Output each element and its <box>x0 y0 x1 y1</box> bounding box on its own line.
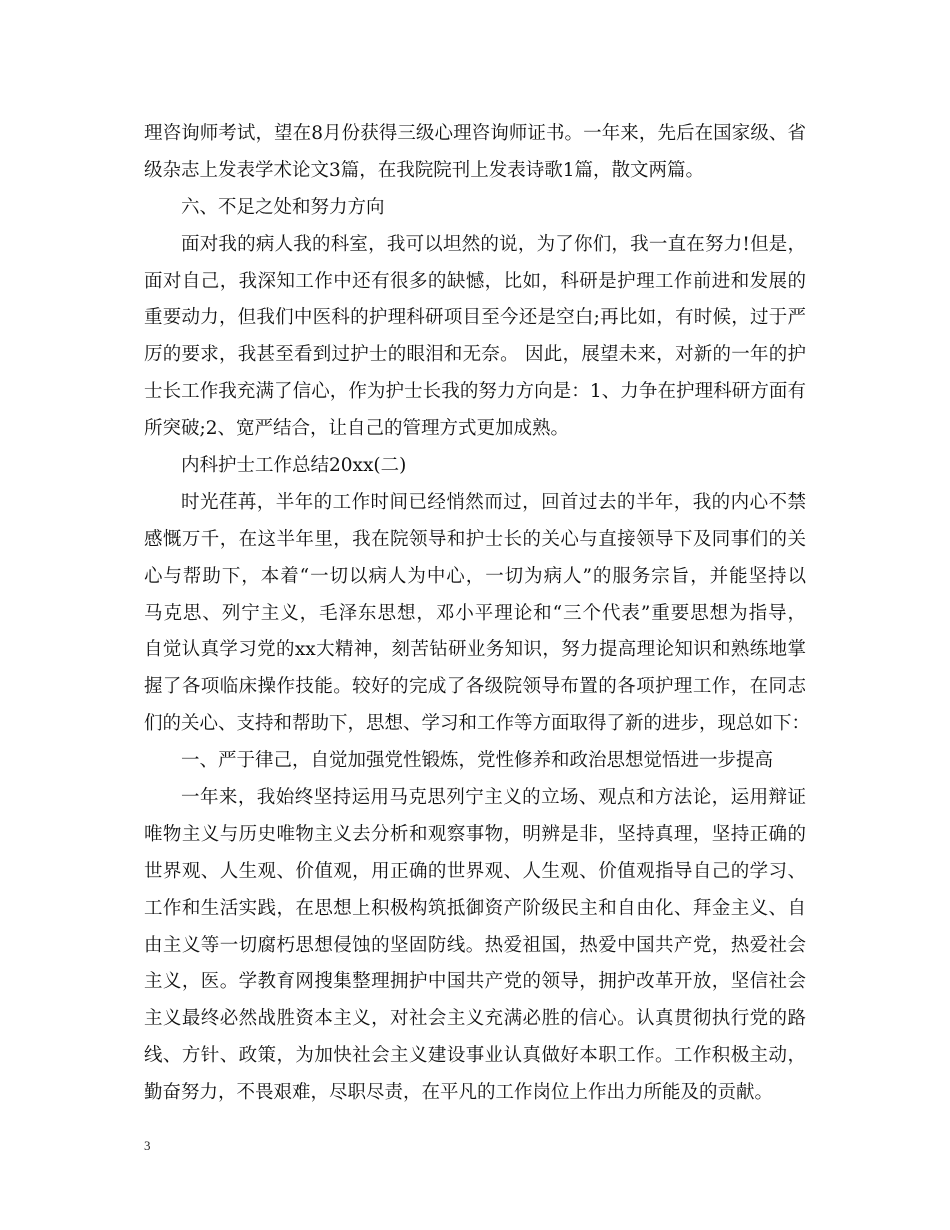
body-text-line: 心与帮助下，本着“一切以病人为中心，一切为病人”的服务宗旨，并能坚持以 <box>144 565 806 587</box>
body-text-line: 马克思、列宁主义，毛泽东思想，邓小平理论和“三个代表”重要思想为指导， <box>144 602 806 624</box>
page-number: 3 <box>144 1138 151 1153</box>
body-text-line: 所突破;2、宽严结合，让自己的管理方式更加成熟。 <box>144 418 570 440</box>
body-text-line: 主义最终必然战胜资本主义，对社会主义充满必胜的信心。认真贯彻执行党的路 <box>144 1008 806 1030</box>
body-text-line: 厉的要求，我甚至看到过护士的眼泪和无奈。 因此，展望未来，对新的一年的护 <box>144 344 806 366</box>
body-text-line: 们的关心、支持和帮助下，思想、学习和工作等方面取得了新的进步，现总如下： <box>144 713 811 735</box>
body-text-line: 由主义等一切腐朽思想侵蚀的坚固防线。热爱祖国，热爱中国共产党，热爱社会 <box>144 934 806 956</box>
paragraph-first-line: 面对我的病人我的科室，我可以坦然的说，为了你们，我一直在努力!但是， <box>181 233 806 255</box>
body-text-line: 工作和生活实践，在思想上积极构筑抵御资产阶级民主和自由化、拜金主义、自 <box>144 897 806 919</box>
section-title: 内科护士工作总结20xx(二) <box>181 455 407 477</box>
body-text-line: 自觉认真学习党的xx大精神，刻苦钻研业务知识，努力提高理论知识和熟练地掌 <box>144 639 806 661</box>
body-text-line: 勤奋努力，不畏艰难，尽职尽责，在平凡的工作岗位上作出力所能及的贡献。 <box>144 1082 774 1104</box>
body-text-line: 唯物主义与历史唯物主义去分析和观察事物，明辨是非，坚持真理，坚持正确的 <box>144 823 806 845</box>
document-body <box>144 116 811 1112</box>
body-text-line: 主义，医。学教育网搜集整理拥护中国共产党的领导，拥护改革开放，坚信社会 <box>144 971 806 993</box>
body-text-line: 线、方针、政策，为加快社会主义建设事业认真做好本职工作。工作积极主动， <box>144 1045 806 1067</box>
body-text-line: 握了各项临床操作技能。较好的完成了各级院领导布置的各项护理工作，在同志 <box>144 676 806 698</box>
body-text-line: 面对自己，我深知工作中还有很多的缺憾，比如，科研是护理工作前进和发展的 <box>144 270 806 292</box>
section-heading: 一、严于律己，自觉加强党性锻炼，党性修养和政治思想觉悟进一步提高 <box>181 750 774 772</box>
paragraph-first-line: 一年来，我始终坚持运用马克思列宁主义的立场、观点和方法论，运用辩证 <box>181 787 806 809</box>
body-text-line: 重要动力，但我们中医科的护理科研项目至今还是空白;再比如，有时候，过于严 <box>144 307 806 329</box>
body-text-line: 理咨询师考试，望在8月份获得三级心理咨询师证书。一年来，先后在国家级、省 <box>144 123 806 144</box>
body-text-line: 感慨万千，在这半年里，我在院领导和护士长的关心与直接领导下及同事们的关 <box>144 528 806 550</box>
body-text-line: 士长工作我充满了信心，作为护士长我的努力方向是：1、力争在护理科研方面有 <box>144 381 806 403</box>
paragraph-first-line: 时光荏苒，半年的工作时间已经悄然而过，回首过去的半年，我的内心不禁 <box>181 491 806 513</box>
body-text-line: 级杂志上发表学术论文3篇，在我院院刊上发表诗歌1篇，散文两篇。 <box>144 159 705 181</box>
section-heading: 六、不足之处和努力方向 <box>181 196 385 218</box>
body-text-line: 世界观、人生观、价值观，用正确的世界观、人生观、价值观指导自己的学习、 <box>144 860 806 882</box>
